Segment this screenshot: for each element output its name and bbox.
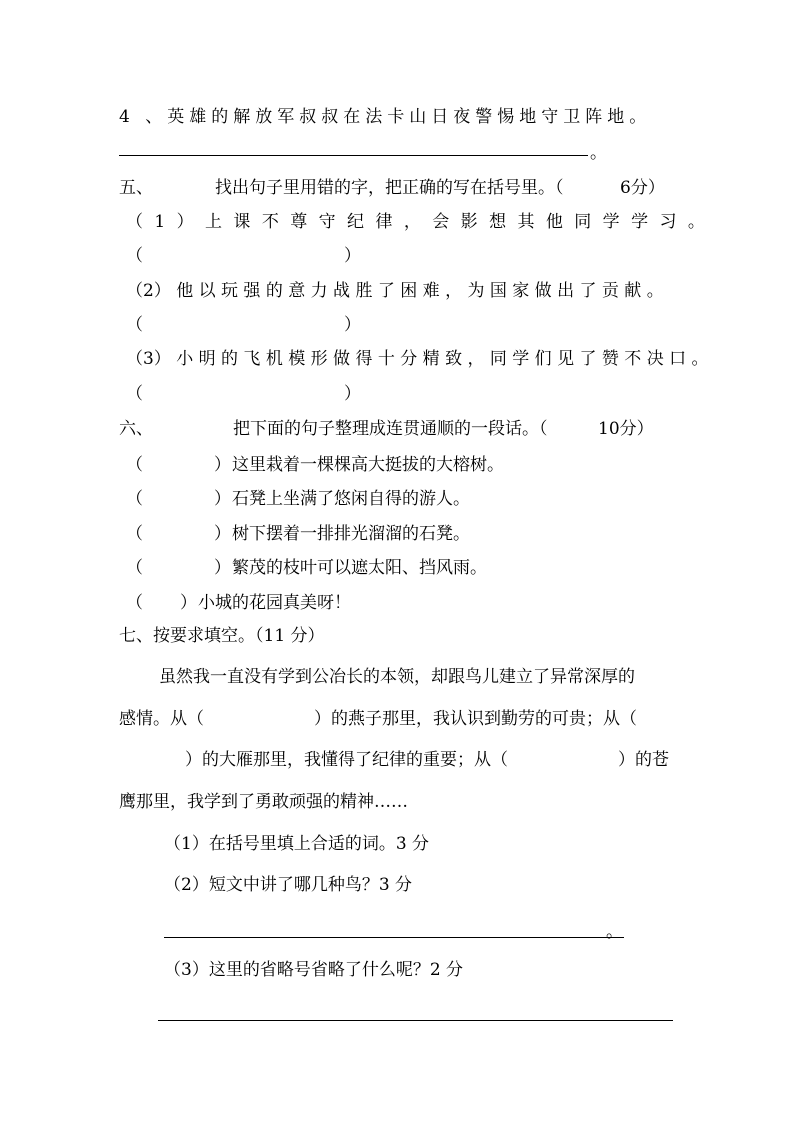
answer-line-4 bbox=[119, 155, 588, 156]
passage-line-3-end: ）的苍 bbox=[618, 750, 669, 770]
section-6-item-3-close-bracket: ） bbox=[214, 524, 231, 544]
section-6-item-1-close-bracket: ） bbox=[214, 455, 231, 475]
section-6-item-2-close-bracket: ） bbox=[214, 489, 231, 509]
section-6-item-5-text: 小城的花园真美呀！ bbox=[198, 593, 351, 613]
section-6-title: 把下面的句子整理成连贯通顺的一段话。（ bbox=[233, 419, 548, 439]
answer-line-7-3 bbox=[158, 1020, 673, 1021]
passage-line-1: 虽然我一直没有学到公冶长的本领，却跟鸟儿建立了异常深厚的 bbox=[159, 667, 635, 687]
section-5-item-1: （ 1 ） 上 课 不 尊 守 纪 律 ， 会 影 想 其 他 同 学 学 习 。 bbox=[126, 212, 708, 232]
section-6-item-3-open-bracket: （ bbox=[126, 524, 143, 544]
section-6-item-1-text: 这里栽着一棵棵高大挺拔的大榕树。 bbox=[232, 455, 504, 475]
section-5-score: 6分） bbox=[620, 178, 665, 198]
section-5-item-2-close-bracket: ） bbox=[344, 315, 361, 335]
section-6-item-1-open-bracket: （ bbox=[126, 455, 143, 475]
answer-line-7-2 bbox=[164, 937, 624, 938]
section-5-item-3: （3） 小 明 的 飞 机 模 形 做 得 十 分 精 致 ， 同 学 们 见 了 赞 不 决 口 。 bbox=[126, 349, 709, 369]
section-5-item-3-open-bracket: （ bbox=[126, 384, 143, 404]
section-6-item-5-close-bracket: ） bbox=[180, 593, 197, 613]
section-5-item-2-open-bracket: （ bbox=[126, 315, 143, 335]
section-5-item-1-close-bracket: ） bbox=[344, 246, 361, 266]
section-5-item-3-close-bracket: ） bbox=[344, 384, 361, 404]
passage-line-4: 鹰那里，我学到了勇敢顽强的精神…… bbox=[119, 792, 408, 812]
section-6-item-4-close-bracket: ） bbox=[214, 558, 231, 578]
section-6-item-5-open-bracket: （ bbox=[126, 593, 143, 613]
question-4-text: 4 、英雄的解放军叔叔在法卡山日夜警惕地守卫阵地。 bbox=[119, 107, 652, 127]
section-5-item-2: （2） 他 以 玩 强 的 意 力 战 胜 了 困 难 ， 为 国 家 做 出 了 贡 献 。 bbox=[126, 281, 664, 301]
section-6-item-3-text: 树下摆着一排排光溜溜的石凳。 bbox=[232, 524, 470, 544]
section-6-item-2-open-bracket: （ bbox=[126, 489, 143, 509]
passage-line-2-start: 感情。从（ bbox=[119, 709, 204, 729]
section-6-item-2-text: 石凳上坐满了悠闲自得的游人。 bbox=[232, 489, 470, 509]
section-6-item-4-text: 繁茂的枝叶可以遮太阳、挡风雨。 bbox=[232, 558, 487, 578]
section-6-item-4-open-bracket: （ bbox=[126, 558, 143, 578]
answer-line-4-period: 。 bbox=[590, 143, 607, 163]
section-7-question-1: （1）在括号里填上合适的词。3 分 bbox=[164, 834, 430, 854]
section-7-title: 七、按要求填空。（11 分） bbox=[119, 626, 325, 646]
passage-line-2-end: ）的燕子那里，我认识到勤劳的可贵；从（ bbox=[314, 709, 637, 729]
section-5-number: 五、 bbox=[119, 178, 153, 198]
section-6-score: 10分） bbox=[598, 419, 654, 439]
section-7-question-3: （3）这里的省略号省略了什么呢？2 分 bbox=[164, 960, 464, 980]
section-5-title: 找出句子里用错的字，把正确的写在括号里。（ bbox=[215, 178, 564, 198]
section-5-item-1-open-bracket: （ bbox=[126, 246, 143, 266]
passage-line-3-start: ）的大雁那里，我懂得了纪律的重要；从（ bbox=[185, 750, 508, 770]
section-7-question-2: （2）短文中讲了哪几种鸟？3 分 bbox=[164, 875, 413, 895]
section-6-number: 六、 bbox=[119, 419, 153, 439]
answer-line-7-2-period: 。 bbox=[606, 922, 623, 942]
